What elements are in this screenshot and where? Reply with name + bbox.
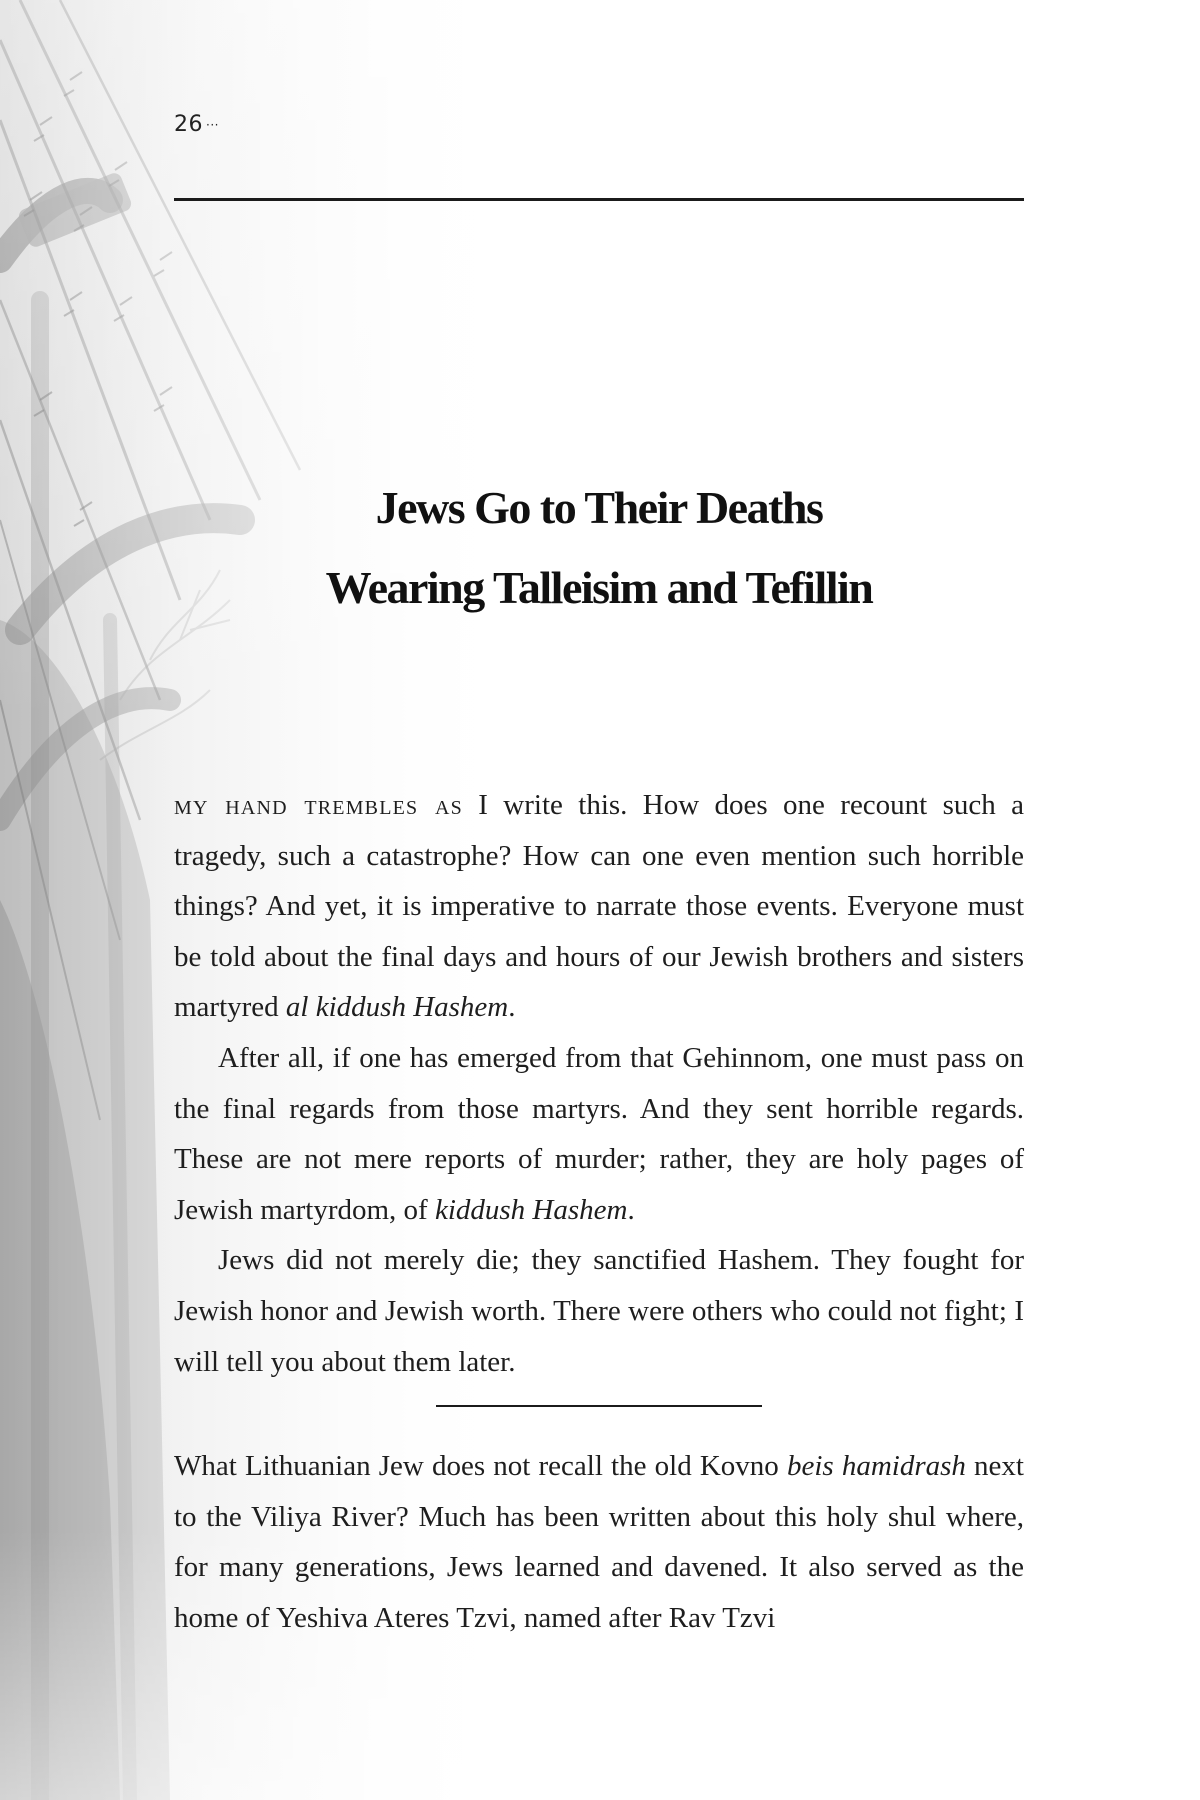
chapter-title-line-2: Wearing Talleisim and Tefillin (325, 562, 873, 613)
paragraph-4-text: What Lithuanian Jew does not recall the old Kovno (174, 1450, 787, 1483)
chapter-title (174, 468, 1024, 628)
paragraph-3 (174, 1235, 1024, 1387)
paragraph-2 (174, 1033, 1024, 1235)
chapter-title-line-1: Jews Go to Their Deaths (375, 482, 823, 533)
paragraph-1-italic: al kiddush Hashem (285, 991, 509, 1024)
paragraph-1 (174, 780, 1024, 1033)
page-number-ornament: ··· (206, 118, 219, 132)
paragraph-3-text: Jews did not merely die; they sanctified Hashem. They fought for Jewish honor and Jewish worth. There were others who could not fight; I will tell you about them later. (174, 1244, 1024, 1378)
paragraph-1-text: I write this. How does one recount such a tragedy, such a catastrophe? How can one even mention such horrible things? And yet, it is imperative to narrate those events. Everyone must be told about the final days and hours of our Jewish brothers and sisters martyred (174, 789, 1024, 1024)
paragraph-2-italic: kiddush Hashem (434, 1193, 628, 1226)
section-break-rule (436, 1405, 762, 1407)
paragraph-4-end: next to the Viliya River? Much has been written about this holy shul where, for many generations, Jews learned and davened. It also served as the home of Yeshiva Ateres Tzvi, named after Rav Tzvi (174, 1450, 1024, 1634)
paragraph-4 (174, 1441, 1024, 1643)
paragraph-4-italic: beis hamidrash (786, 1450, 966, 1483)
paragraph-2-end: . (627, 1193, 635, 1226)
paragraph-2-text: After all, if one has emerged from that Gehinnom, one must pass on the final regards from those martyrs. And they sent horrible regards. These are not mere reports of murder; rather, they are holy pages of Jewish martyrdom, of (174, 1041, 1024, 1226)
header-rule (174, 198, 1024, 201)
page-number-value: 26 (174, 112, 203, 137)
chapter-body (174, 780, 1024, 1644)
paragraph-1-end: . (508, 991, 516, 1024)
page-number (174, 112, 219, 137)
paragraph-1-lead-in: my hand trembles as (174, 789, 463, 821)
